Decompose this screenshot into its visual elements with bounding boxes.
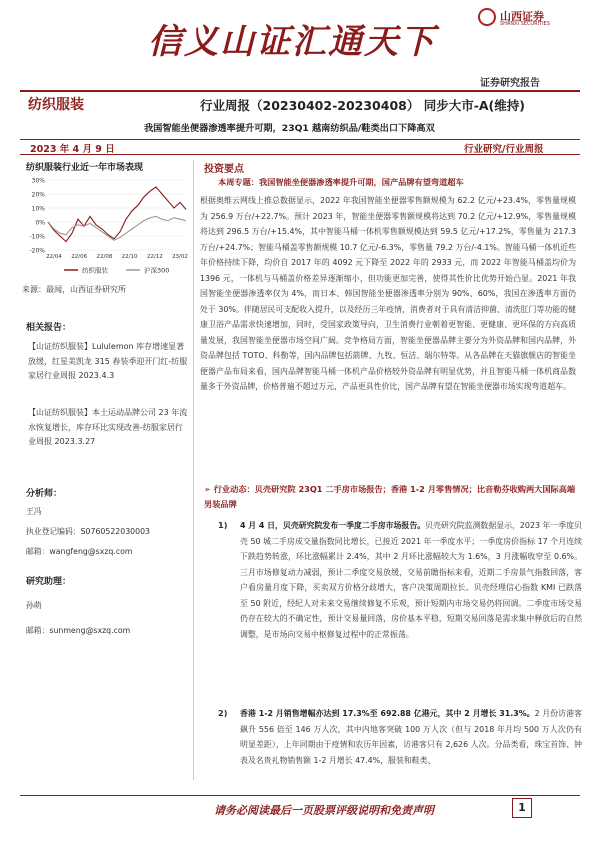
chart-title: 纺织服装行业近一年市场表现 (26, 163, 144, 173)
news-item-2 (240, 706, 582, 768)
related-reports-title: 相关报告： (26, 323, 72, 333)
chart-y-tick-label: 20% (31, 191, 45, 199)
disclaimer-note[interactable]: 请务必阅读最后一页股票评级说明和免责声明 (214, 804, 434, 817)
contact-email[interactable]: 邮箱：sunmeng@sxzq.com (26, 626, 131, 635)
chart-x-tick-label: 22/08 (96, 254, 113, 260)
investment-highlights-title: 投资要点 (204, 164, 244, 175)
weekly-topic-body: 根据奥维云网线上推总数据显示，2022 年我国智能坐便器零售额规模为 62.2 亿元/+23.4%，零售量规模为 256.9 万台/+22.7%。预计 2023 年，智能坐便器零售额规模将达到 70.2 亿元/+12.9%，零售量规模将达到 296.5 万台/+15.4%，其中智能马桶一体机零售额规模达到 59.5 亿元/+17.2%，零售量为 217.3 万台/+24.7%；智能马桶盖零售额规模 10.7 亿元/-6.3%，零售量 79.2 万台/-4.1%。智能马桶一体机近些年价格持续下降，均价自 2017 年的 4092 元下降至 2022 年的 2933 元，而 2022 年智能马桶盖均价为 1396 元，一体机与马桶盖价格差异逐渐缩小，但功能更加完善，使得其性价比优势开始凸显。2021 年我国智能坐便器渗透率仅为 4%，而日本、韩国智能坐便器渗透率分别为 90%、60%，我国在渗透率方面仍处于 30%。伴随居民可支配收入提升，以及经历三年疫情，消费者对于具有清洁抑菌、清洗肛门等功能的健康卫浴产品需求快速增加，同时，受国家政策导向，卫生消费行业朝着更智能、更健康、更环保的方向高质量发展，我国智能坐便器市场空间广阔。竞争格局方面，智能坐便器品牌主要分为外资品牌和国内品牌，外资品牌包括 TOTO、科勒等，国内品牌包括箭牌、九牧、恒洁、瑞尔特等。从各品牌在天猫旗舰店的智能坐便器产品布局来看，国内品牌智能马桶一体机产品价格较外资品牌有明显优势，并且智能马桶一体机商品数量多于外资品牌，价格普遍不超过万元，产品更具性价比，国产品牌有望在智能坐便器市场实现弯道超车。 (200, 196, 576, 391)
report-title: 行业周报（20230402-20230408） 同步大市-A(维持) (200, 98, 525, 113)
industry-news-heading (204, 482, 576, 512)
chart-legend (64, 266, 169, 275)
header-divider (20, 90, 580, 92)
news-item-body: 2 月份访港客飙升 556 倍至 146 万人次，其中内地客突破 100 万人次（但与 2018 年月均 500 万人次仍有明显差距），上年同期由于疫情和农历年因素，访港客只有 2,626 人次。分品类看，珠宝首饰、钟表及名贵礼物销售额 1-2 月增长 47.4%，服装和鞋类、 (240, 709, 582, 765)
chart-y-tick-label: 0% (35, 219, 45, 227)
chart-series-line (48, 187, 186, 242)
related-report-item[interactable]: 【山证纺织服装】本土运动品牌公司 23 年流水恢复增长，库存环比实现改善-纺服家居行业周报 2023.3.27 (28, 408, 188, 446)
header-slogan: 信义山证汇通天下 (148, 22, 436, 62)
analyst-name: 王冯 (26, 507, 42, 516)
analyst-email[interactable]: 邮箱：wangfeng@sxzq.com (26, 547, 133, 556)
report-category: 行业研究/行业周报 (464, 144, 544, 155)
chart-y-tick-label: 10% (31, 205, 45, 213)
chart-x-tick-label: 22/10 (121, 254, 138, 260)
chart-x-tick-label: 22/12 (146, 254, 163, 260)
news-item-body: 贝壳研究院监测数据显示，2023 年一季度贝壳 50 城二手房成交量指数同比增长，已接近 2021 年一季度水平；一季度房价指标 17 个月连续下跌趋势转涨，环比涨幅累计 2.4%，其中 2 月环比涨幅较大为 1.6%，3 月涨幅收窄至 0.6%。三月市场修复动力减弱，预计二季度交易放缓，交易前瞻指标来看，近期二手房景气指数回落，客户看房量月度下降，买卖双方价格分歧增大，客户决策周期拉长。贝壳经理信心指数 KMI 已跌落至 50 附近，经纪人对未来交易继续修复不乐观，预计短期内市场交易仍将回调。二季度市场交易仍存在较大的不确定性，预计交易量回落，房价基本平稳，短期交易回落是需求集中释放后的自然调整，是市场向交易中枢修复过程中的正常振荡。 (240, 521, 582, 639)
logo-mark-icon (478, 8, 496, 26)
legend-label: 沪深300 (144, 266, 170, 275)
chart-lines (48, 187, 186, 242)
analyst-license: 执业登记编码：S0760522030003 (26, 527, 151, 536)
weekly-topic-heading: 本周专题：我国智能坐便器渗透率提升可期，国产品牌有望弯道超车 (218, 177, 464, 187)
chart-x-tick-label: 22/06 (71, 254, 88, 260)
news-item-lead: 香港 1-2 月销售增幅亦达到 17.3%至 692.88 亿港元，其中 2 月增长 31.3%。 (240, 709, 535, 718)
report-subtitle: 我国智能坐便器渗透率提升可期，23Q1 越南纺织品/鞋类出口下降高双 (144, 123, 435, 134)
chart-x-tick-label: 22/04 (46, 254, 62, 260)
chart-grid (48, 180, 186, 250)
news-item-1 (240, 518, 582, 642)
chart-y-tick-label: 30% (31, 177, 45, 185)
item-number: 1) (218, 520, 228, 530)
chart-y-tick-label: -10% (29, 233, 45, 241)
chart-x-ticks (46, 254, 188, 260)
item-number: 2) (218, 708, 228, 718)
report-type: 证券研究报告 (480, 78, 540, 89)
contact-name: 孙萌 (26, 601, 42, 610)
bullet-icon: ➢ (204, 484, 214, 494)
analyst-title: 分析师： (26, 489, 63, 499)
page-number: 1 (512, 798, 532, 818)
industry-news-heading-text: 行业动态：贝壳研究院 23Q1 二手房市场报告；香港 1-2 月零售情况；比音勒芬收购两大国际高端男装品牌 (204, 484, 576, 509)
company-logo (478, 8, 588, 28)
chart-x-tick-label: 23/02 (172, 254, 188, 260)
market-performance-chart (22, 174, 190, 280)
logo-name-cn: 山西证券 (500, 10, 544, 23)
logo-name-en: SHANXI SECURITIES (500, 21, 550, 27)
chart-source: 来源：最闻，山西证券研究所 (22, 285, 126, 294)
chart-series-line (48, 216, 186, 240)
chart-y-ticks (29, 178, 45, 255)
news-item-lead: 4 月 4 日，贝壳研究院发布一季度二手房市场报告。 (240, 521, 426, 530)
contact-title: 研究助理： (26, 577, 72, 587)
industry-name: 纺织服装 (28, 97, 84, 113)
footer-divider (20, 795, 580, 796)
legend-label: 纺织服装 (82, 266, 108, 275)
report-date: 2023 年 4 月 9 日 (30, 144, 115, 155)
related-report-item[interactable]: 【山证纺织服装】Lululemon 库存增速显著放缓，红星美凯龙 315 春装季迎开门红-纺服家居行业周报 2023.4.3 (28, 342, 188, 380)
chart-y-tick-label: -20% (29, 247, 45, 255)
column-divider (193, 160, 194, 780)
